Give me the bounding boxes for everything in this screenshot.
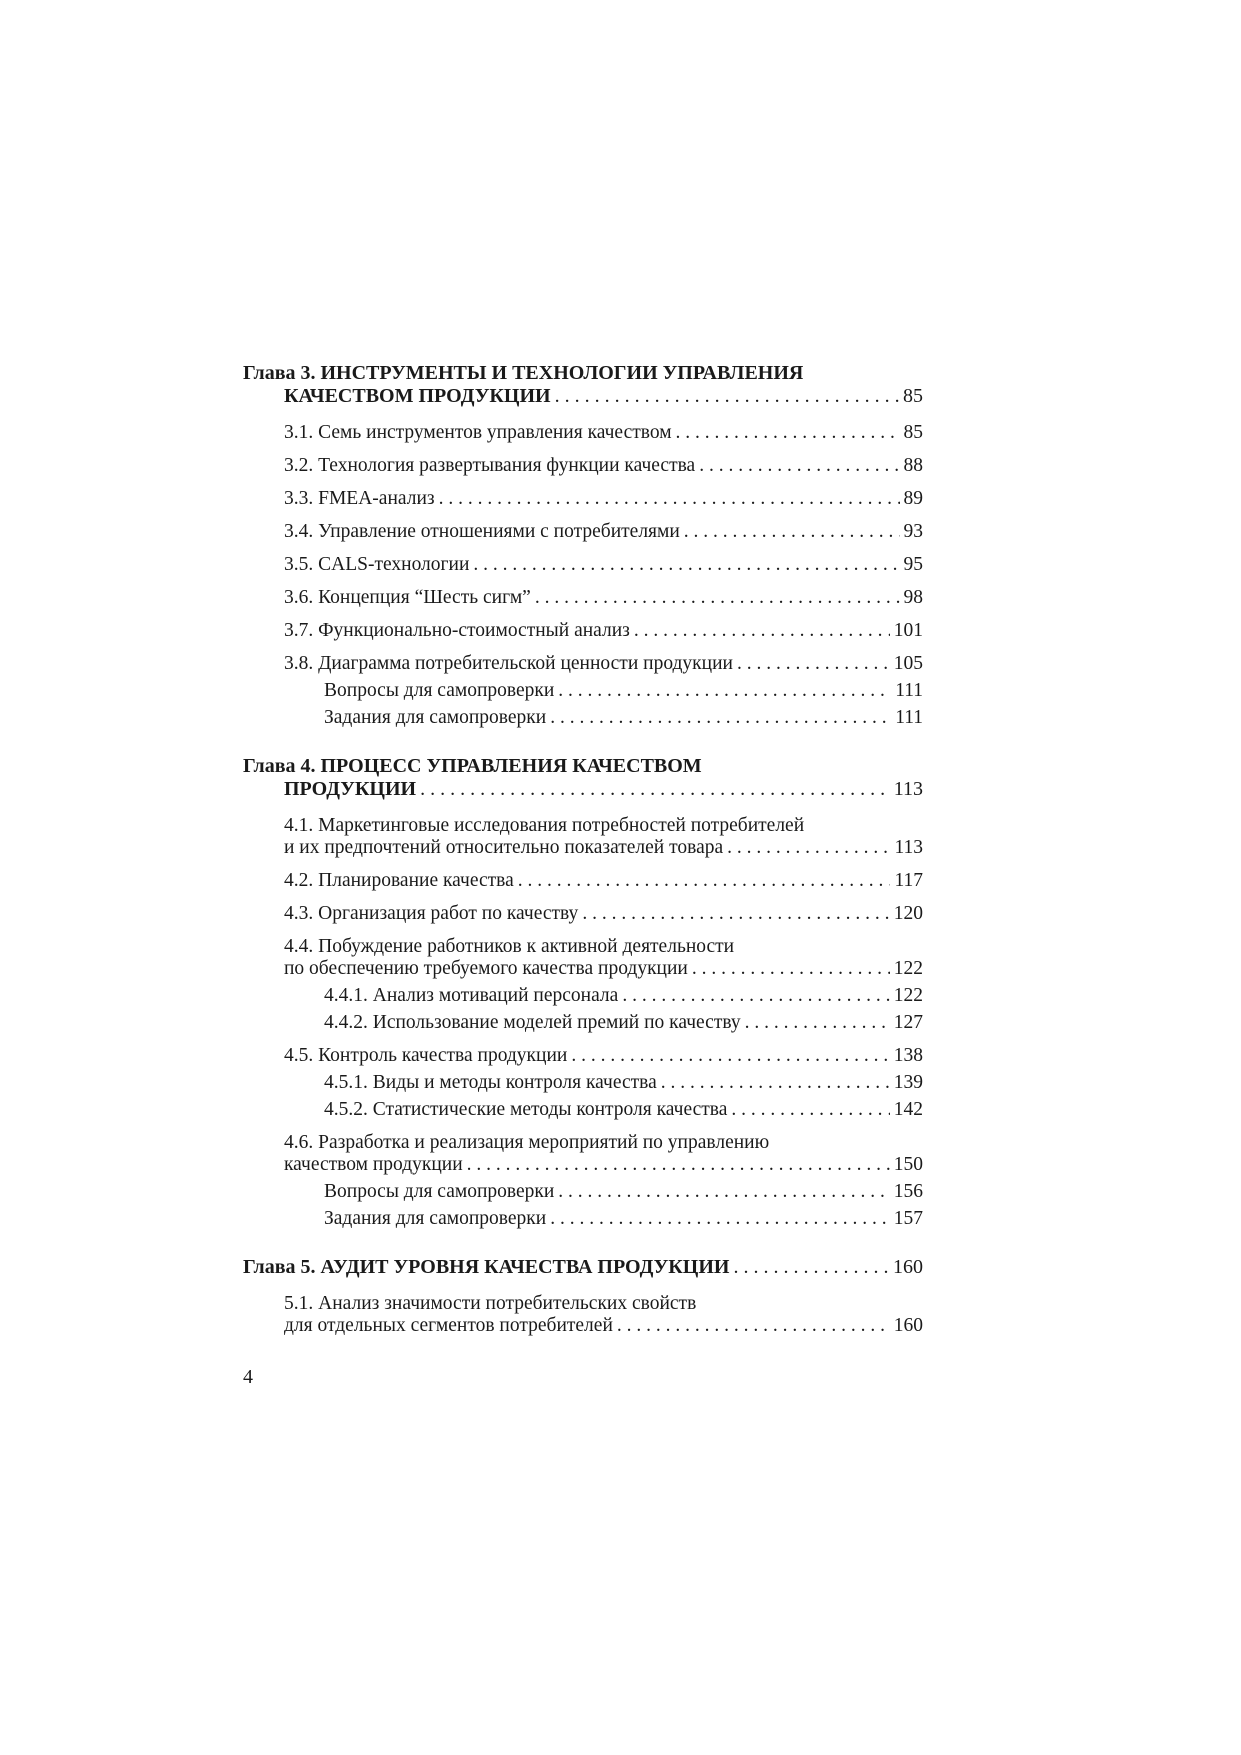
dot-leader xyxy=(558,1181,889,1203)
page-number: 4 xyxy=(243,1366,253,1388)
toc-line xyxy=(243,587,923,609)
toc-subentry xyxy=(243,1072,923,1094)
toc-entry-title: Задания для самопроверки xyxy=(324,707,547,728)
dot-leader xyxy=(550,707,891,729)
dot-leader xyxy=(737,653,890,675)
toc-line xyxy=(243,815,923,837)
toc-subentry xyxy=(243,1181,923,1203)
toc-line xyxy=(243,488,923,510)
dot-leader xyxy=(558,680,891,702)
toc-line xyxy=(243,903,923,925)
toc-page-number: 160 xyxy=(893,1256,923,1278)
toc-line xyxy=(243,936,923,958)
toc-entry-title: ПРОДУКЦИИ xyxy=(284,778,417,800)
toc-page-number: 142 xyxy=(893,1099,923,1120)
toc-line xyxy=(243,620,923,642)
toc-line xyxy=(243,1256,923,1279)
toc-entry-title: 3.6. Концепция “Шесть сигм” xyxy=(284,587,531,608)
toc-line xyxy=(243,680,923,702)
toc-line xyxy=(243,422,923,444)
toc-line xyxy=(243,653,923,675)
dot-leader xyxy=(535,587,900,609)
toc-page-number: 93 xyxy=(903,521,923,542)
toc-entry-title: 3.5. CALS-технологии xyxy=(284,554,470,575)
toc-section xyxy=(243,903,923,925)
toc-line xyxy=(243,362,923,385)
toc-entry-title: КАЧЕСТВОМ ПРОДУКЦИИ xyxy=(284,385,551,407)
toc-subentry xyxy=(243,680,923,702)
toc-section xyxy=(243,587,923,609)
toc-subentry xyxy=(243,707,923,729)
toc-entry-title: 3.4. Управление отношениями с потребителями xyxy=(284,521,680,542)
toc-page-number: 85 xyxy=(903,422,923,443)
dot-leader xyxy=(467,1154,890,1176)
toc-subentry xyxy=(243,1208,923,1230)
toc-chapter xyxy=(243,1256,923,1279)
toc-entry-title: 4.3. Организация работ по качеству xyxy=(284,903,579,924)
toc-entry-title: 3.7. Функционально-стоимостный анализ xyxy=(284,620,630,641)
toc-page-number: 113 xyxy=(893,778,923,800)
toc-page-number: 98 xyxy=(903,587,923,608)
toc-line xyxy=(243,837,923,859)
toc-page-number: 88 xyxy=(903,455,923,476)
toc-page-number: 150 xyxy=(893,1154,923,1175)
toc-line xyxy=(243,778,923,801)
dot-leader xyxy=(727,837,890,859)
toc-subentry xyxy=(243,1099,923,1121)
dot-leader xyxy=(733,1256,889,1279)
toc-section xyxy=(243,554,923,576)
toc-entry-title: 4.4.1. Анализ мотиваций персонала xyxy=(324,985,619,1006)
toc-line xyxy=(243,1154,923,1176)
toc-section xyxy=(243,620,923,642)
dot-leader xyxy=(582,903,889,925)
dot-leader xyxy=(692,958,890,980)
table-of-contents xyxy=(243,362,923,1337)
toc-section xyxy=(243,653,923,675)
toc-entry-title: Глава 5. АУДИТ УРОВНЯ КАЧЕСТВА ПРОДУКЦИИ xyxy=(243,1256,730,1278)
toc-entry-title: и их предпочтений относительно показателей товара xyxy=(284,837,724,858)
toc-entry-title: 3.8. Диаграмма потребительской ценности продукции xyxy=(284,653,733,674)
dot-leader xyxy=(676,422,900,444)
toc-section xyxy=(243,936,923,980)
toc-line xyxy=(243,554,923,576)
toc-page-number: 111 xyxy=(895,680,923,701)
dot-leader xyxy=(684,521,900,543)
toc-entry-title: 4.2. Планирование качества xyxy=(284,870,514,891)
toc-entry-title: Задания для самопроверки xyxy=(324,1208,547,1229)
toc-page-number: 105 xyxy=(893,653,923,674)
toc-section xyxy=(243,1132,923,1176)
dot-leader xyxy=(555,385,899,408)
toc-page-number: 85 xyxy=(903,385,923,407)
toc-line xyxy=(243,755,923,778)
dot-leader xyxy=(420,778,890,801)
toc-entry-title: Глава 3. ИНСТРУМЕНТЫ И ТЕХНОЛОГИИ УПРАВЛЕНИЯ xyxy=(243,362,804,384)
toc-page-number: 89 xyxy=(903,488,923,509)
toc-entry-title: 4.5.1. Виды и методы контроля качества xyxy=(324,1072,657,1093)
toc-section xyxy=(243,870,923,892)
dot-leader xyxy=(745,1012,890,1034)
toc-line xyxy=(243,1293,923,1315)
toc-entry-title: 3.2. Технология развертывания функции качества xyxy=(284,455,696,476)
toc-entry-title: 4.4.2. Использование моделей премий по качеству xyxy=(324,1012,741,1033)
toc-page-number: 139 xyxy=(893,1072,923,1093)
toc-chapter xyxy=(243,755,923,801)
toc-page-number: 156 xyxy=(893,1181,923,1202)
toc-line xyxy=(243,1012,923,1034)
toc-line xyxy=(243,385,923,408)
toc-entry-title: 4.5. Контроль качества продукции xyxy=(284,1045,568,1066)
toc-entry-title: для отдельных сегментов потребителей xyxy=(284,1315,613,1336)
toc-page-number: 117 xyxy=(894,870,923,891)
dot-leader xyxy=(473,554,899,576)
toc-entry-title: Вопросы для самопроверки xyxy=(324,680,555,701)
toc-entry-title: 3.3. FMEA-анализ xyxy=(284,488,435,509)
toc-entry-title: 4.6. Разработка и реализация мероприятий по управлению xyxy=(284,1132,770,1153)
toc-page-number: 127 xyxy=(893,1012,923,1033)
toc-page-number: 157 xyxy=(893,1208,923,1229)
toc-line xyxy=(243,1099,923,1121)
toc-page-number: 160 xyxy=(893,1315,923,1336)
dot-leader xyxy=(439,488,900,510)
dot-leader xyxy=(634,620,890,642)
toc-section xyxy=(243,422,923,444)
toc-entry-title: 5.1. Анализ значимости потребительских свойств xyxy=(284,1293,697,1314)
toc-entry-title: 4.4. Побуждение работников к активной деятельности xyxy=(284,936,735,957)
toc-page-number: 95 xyxy=(903,554,923,575)
dot-leader xyxy=(661,1072,890,1094)
toc-section xyxy=(243,1293,923,1337)
toc-entry-title: качеством продукции xyxy=(284,1154,463,1175)
dot-leader xyxy=(571,1045,889,1067)
toc-page-number: 111 xyxy=(895,707,923,728)
toc-line xyxy=(243,1132,923,1154)
toc-line xyxy=(243,958,923,980)
toc-line xyxy=(243,707,923,729)
dot-leader xyxy=(699,455,899,477)
toc-line xyxy=(243,1072,923,1094)
dot-leader xyxy=(622,985,889,1007)
toc-line xyxy=(243,870,923,892)
dot-leader xyxy=(518,870,891,892)
toc-line xyxy=(243,521,923,543)
toc-section xyxy=(243,521,923,543)
toc-subentry xyxy=(243,1012,923,1034)
dot-leader xyxy=(617,1315,890,1337)
toc-line xyxy=(243,985,923,1007)
toc-section xyxy=(243,455,923,477)
toc-line xyxy=(243,1208,923,1230)
dot-leader xyxy=(731,1099,889,1121)
toc-entry-title: 4.1. Маркетинговые исследования потребностей потребителей xyxy=(284,815,805,836)
toc-page-number: 122 xyxy=(893,958,923,979)
toc-line xyxy=(243,1315,923,1337)
toc-entry-title: 3.1. Семь инструментов управления качеством xyxy=(284,422,672,443)
toc-subentry xyxy=(243,985,923,1007)
toc-chapter xyxy=(243,362,923,408)
toc-entry-title: 4.5.2. Статистические методы контроля качества xyxy=(324,1099,728,1120)
dot-leader xyxy=(550,1208,890,1230)
toc-entry-title: Вопросы для самопроверки xyxy=(324,1181,555,1202)
toc-page-number: 101 xyxy=(893,620,923,641)
toc-page-number: 113 xyxy=(894,837,923,858)
toc-section xyxy=(243,488,923,510)
toc-entry-title: по обеспечению требуемого качества продукции xyxy=(284,958,688,979)
toc-entry-title: Глава 4. ПРОЦЕСС УПРАВЛЕНИЯ КАЧЕСТВОМ xyxy=(243,755,702,777)
toc-section xyxy=(243,1045,923,1067)
toc-line xyxy=(243,1181,923,1203)
toc-section xyxy=(243,815,923,859)
toc-line xyxy=(243,455,923,477)
toc-line xyxy=(243,1045,923,1067)
toc-page-number: 122 xyxy=(893,985,923,1006)
toc-page-number: 138 xyxy=(893,1045,923,1066)
toc-page-number: 120 xyxy=(893,903,923,924)
